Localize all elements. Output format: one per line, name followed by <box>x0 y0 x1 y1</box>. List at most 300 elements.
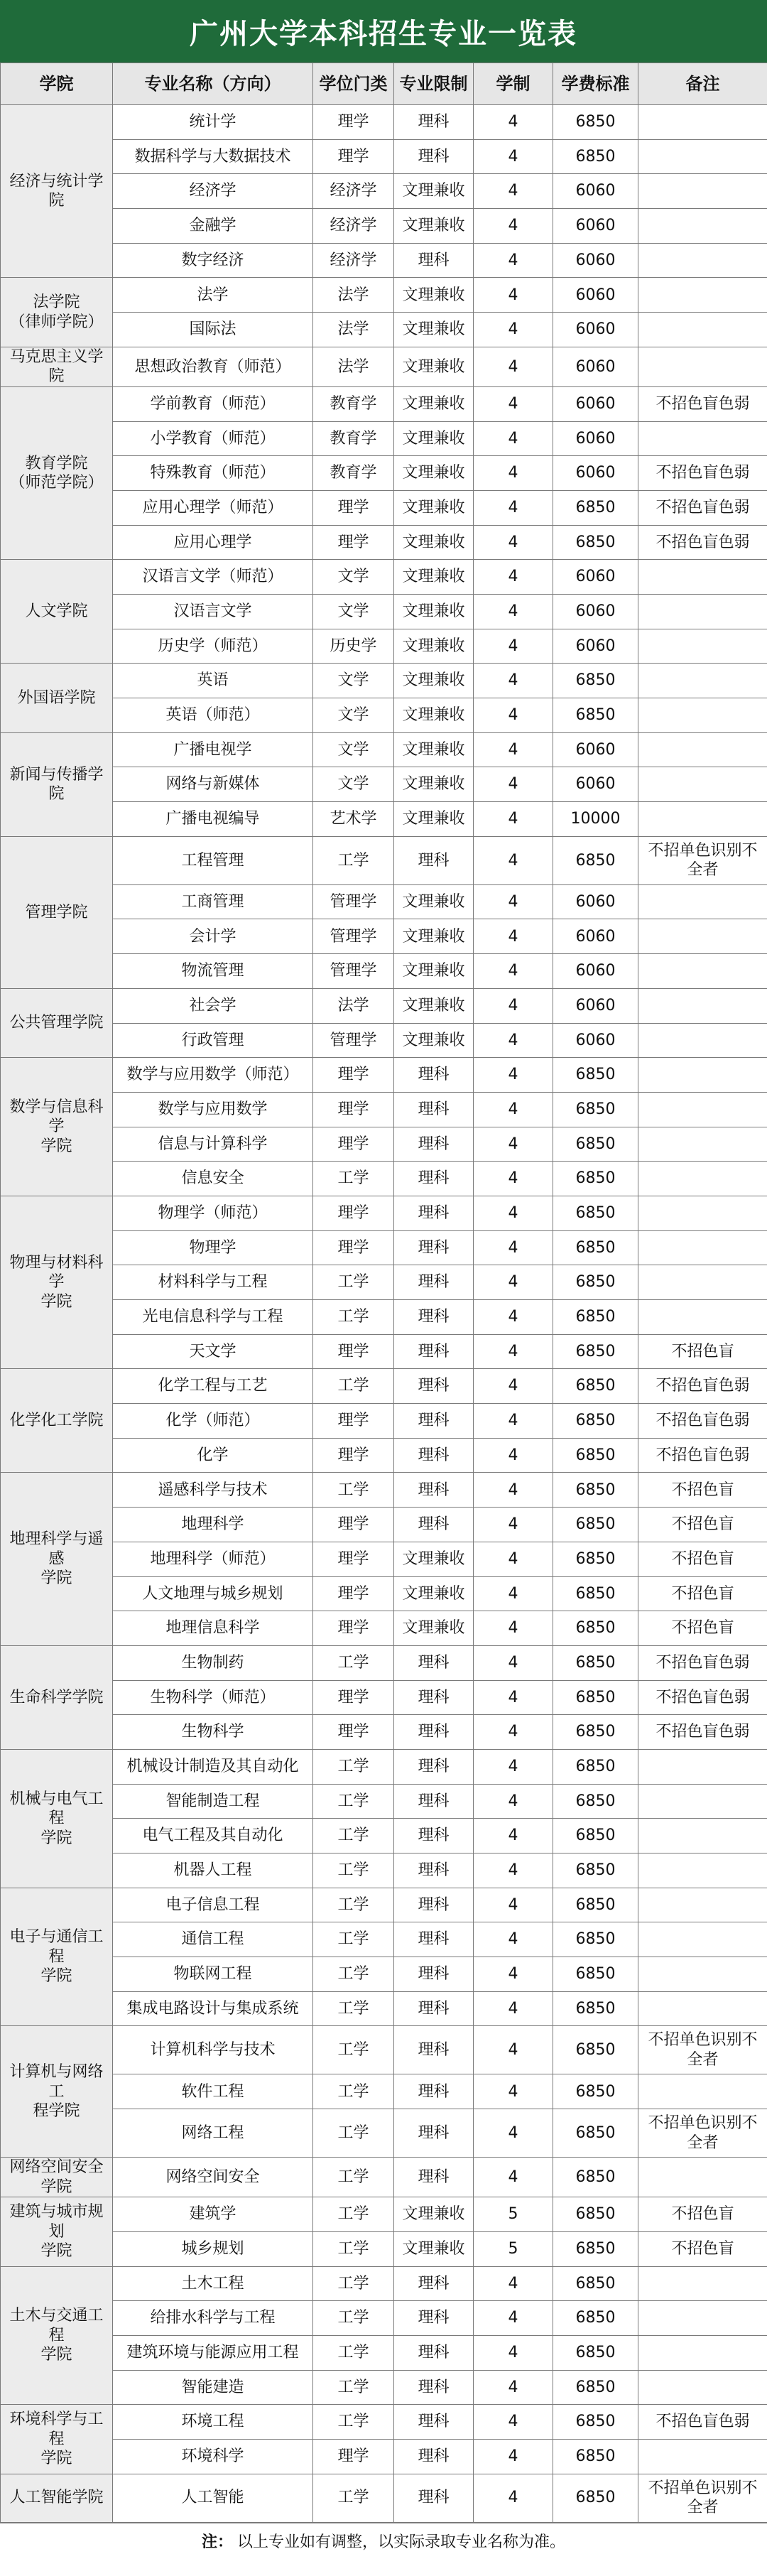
restriction-cell: 理科 <box>394 1300 474 1335</box>
degree-cell: 工学 <box>313 1749 394 1784</box>
degree-cell: 管理学 <box>313 954 394 989</box>
restriction-cell: 理科 <box>394 2370 474 2405</box>
tuition-cell: 6850 <box>553 1922 638 1957</box>
notes-cell: 不招色盲色弱 <box>638 1715 767 1750</box>
restriction-cell: 文理兼收 <box>394 767 474 802</box>
restriction-cell: 文理兼收 <box>394 884 474 919</box>
table-row <box>1 2405 767 2440</box>
college-cell: 经济与统计学院 <box>1 105 113 278</box>
table-row <box>1 2074 767 2109</box>
duration-cell: 4 <box>474 1369 553 1404</box>
restriction-cell: 理科 <box>394 1127 474 1162</box>
major-name-cell: 应用心理学 <box>113 525 313 560</box>
duration-cell: 4 <box>474 209 553 244</box>
degree-cell: 理学 <box>313 2439 394 2474</box>
restriction-cell: 文理兼收 <box>394 919 474 954</box>
major-name-cell: 土木工程 <box>113 2266 313 2301</box>
restriction-cell: 文理兼收 <box>394 594 474 629</box>
tuition-cell: 6850 <box>553 1991 638 2026</box>
degree-cell: 理学 <box>313 1404 394 1439</box>
duration-cell: 4 <box>474 2474 553 2522</box>
duration-cell: 4 <box>474 1473 553 1508</box>
major-name-cell: 计算机科学与技术 <box>113 2026 313 2074</box>
degree-cell: 理学 <box>313 525 394 560</box>
notes-cell: 不招色盲色弱 <box>638 490 767 525</box>
major-name-cell: 智能建造 <box>113 2370 313 2405</box>
table-row <box>1 1300 767 1335</box>
tuition-cell: 6850 <box>553 1784 638 1819</box>
table-row <box>1 1991 767 2026</box>
degree-cell: 理学 <box>313 1334 394 1369</box>
restriction-cell: 理科 <box>394 1991 474 2026</box>
notes-cell: 不招色盲色弱 <box>638 1404 767 1439</box>
notes-cell <box>638 1957 767 1992</box>
table-row <box>1 629 767 664</box>
notes-cell <box>638 1162 767 1196</box>
notes-cell <box>638 2158 767 2197</box>
degree-cell: 理学 <box>313 1127 394 1162</box>
degree-cell: 工学 <box>313 2370 394 2405</box>
notes-cell: 不招色盲色弱 <box>638 2405 767 2440</box>
table-row <box>1 1715 767 1750</box>
tuition-cell: 6850 <box>553 2266 638 2301</box>
restriction-cell: 文理兼收 <box>394 421 474 456</box>
degree-cell: 工学 <box>313 2266 394 2301</box>
footer-note <box>0 2523 767 2559</box>
table-row <box>1 1611 767 1646</box>
degree-cell: 工学 <box>313 1265 394 1300</box>
restriction-cell: 理科 <box>394 2109 474 2158</box>
major-name-cell: 小学教育（师范） <box>113 421 313 456</box>
tuition-cell: 6060 <box>553 209 638 244</box>
major-name-cell: 城乡规划 <box>113 2231 313 2266</box>
degree-cell: 工学 <box>313 2074 394 2109</box>
restriction-cell: 文理兼收 <box>394 386 474 421</box>
duration-cell: 4 <box>474 1611 553 1646</box>
restriction-cell: 理科 <box>394 2439 474 2474</box>
table-row <box>1 1922 767 1957</box>
major-name-cell: 集成电路设计与集成系统 <box>113 1991 313 2026</box>
degree-cell: 法学 <box>313 347 394 386</box>
duration-cell: 4 <box>474 919 553 954</box>
table-row <box>1 1542 767 1576</box>
duration-cell: 4 <box>474 1265 553 1300</box>
degree-cell: 管理学 <box>313 1023 394 1058</box>
duration-cell: 4 <box>474 1092 553 1127</box>
restriction-cell: 理科 <box>394 2266 474 2301</box>
table-row <box>1 1438 767 1473</box>
notes-cell <box>638 1265 767 1300</box>
notes-cell <box>638 988 767 1023</box>
table-row <box>1 1473 767 1508</box>
major-name-cell: 生物科学（师范） <box>113 1680 313 1715</box>
tuition-cell: 6850 <box>553 2026 638 2074</box>
restriction-cell: 文理兼收 <box>394 1611 474 1646</box>
tuition-cell: 6850 <box>553 836 638 884</box>
tuition-cell: 6060 <box>553 560 638 595</box>
duration-cell: 4 <box>474 1404 553 1439</box>
duration-cell: 4 <box>474 2109 553 2158</box>
notes-cell: 不招单色识别不全者 <box>638 836 767 884</box>
duration-cell: 4 <box>474 1023 553 1058</box>
duration-cell: 4 <box>474 988 553 1023</box>
tuition-cell: 6850 <box>553 1265 638 1300</box>
major-name-cell: 遥感科学与技术 <box>113 1473 313 1508</box>
tuition-cell: 6850 <box>553 1749 638 1784</box>
degree-cell: 工学 <box>313 1369 394 1404</box>
table-row <box>1 2109 767 2158</box>
restriction-cell: 理科 <box>394 243 474 278</box>
notes-cell: 不招色盲色弱 <box>638 1680 767 1715</box>
duration-cell: 4 <box>474 1576 553 1611</box>
major-name-cell: 化学（师范） <box>113 1404 313 1439</box>
tuition-cell: 6850 <box>553 525 638 560</box>
degree-cell: 工学 <box>313 1819 394 1853</box>
duration-cell: 5 <box>474 2197 553 2232</box>
major-name-cell: 天文学 <box>113 1334 313 1369</box>
restriction-cell: 理科 <box>394 1092 474 1127</box>
notes-cell: 不招色盲 <box>638 2231 767 2266</box>
degree-cell: 工学 <box>313 2197 394 2232</box>
degree-cell: 工学 <box>313 2474 394 2522</box>
major-name-cell: 数字经济 <box>113 243 313 278</box>
degree-cell: 理学 <box>313 1438 394 1473</box>
major-name-cell: 网络与新媒体 <box>113 767 313 802</box>
degree-cell: 理学 <box>313 1230 394 1265</box>
degree-cell: 文学 <box>313 732 394 767</box>
page-title: 广州大学本科招生专业一览表 <box>0 0 767 63</box>
restriction-cell: 文理兼收 <box>394 347 474 386</box>
duration-cell: 4 <box>474 2335 553 2370</box>
duration-cell: 4 <box>474 105 553 140</box>
table-row <box>1 1508 767 1542</box>
tuition-cell: 6850 <box>553 2301 638 2336</box>
duration-cell: 4 <box>474 629 553 664</box>
notes-cell: 不招色盲色弱 <box>638 525 767 560</box>
tuition-cell: 6060 <box>553 629 638 664</box>
college-cell: 数学与信息科学 学院 <box>1 1058 113 1196</box>
major-name-cell: 化学工程与工艺 <box>113 1369 313 1404</box>
notes-cell <box>638 732 767 767</box>
tuition-cell: 6060 <box>553 1023 638 1058</box>
notes-cell: 不招色盲 <box>638 1611 767 1646</box>
notes-cell: 不招色盲色弱 <box>638 456 767 491</box>
notes-cell <box>638 1749 767 1784</box>
header-college: 学院 <box>1 63 113 105</box>
duration-cell: 4 <box>474 1438 553 1473</box>
degree-cell: 理学 <box>313 1715 394 1750</box>
degree-cell: 文学 <box>313 594 394 629</box>
table-row <box>1 243 767 278</box>
notes-cell <box>638 802 767 837</box>
tuition-cell: 6850 <box>553 490 638 525</box>
table-row <box>1 2158 767 2197</box>
duration-cell: 4 <box>474 954 553 989</box>
table-row <box>1 2197 767 2232</box>
college-cell: 人工智能学院 <box>1 2474 113 2522</box>
restriction-cell: 理科 <box>394 1680 474 1715</box>
duration-cell: 4 <box>474 664 553 698</box>
major-name-cell: 物联网工程 <box>113 1957 313 1992</box>
degree-cell: 工学 <box>313 836 394 884</box>
duration-cell: 4 <box>474 347 553 386</box>
notes-cell <box>638 105 767 140</box>
major-name-cell: 建筑学 <box>113 2197 313 2232</box>
table-row <box>1 2335 767 2370</box>
degree-cell: 工学 <box>313 1473 394 1508</box>
restriction-cell: 理科 <box>394 1473 474 1508</box>
duration-cell: 4 <box>474 313 553 347</box>
table-row <box>1 2026 767 2074</box>
restriction-cell: 理科 <box>394 1922 474 1957</box>
college-cell: 电子与通信工程 学院 <box>1 1888 113 2026</box>
major-name-cell: 地理科学（师范） <box>113 1542 313 1576</box>
duration-cell: 4 <box>474 386 553 421</box>
table-row <box>1 698 767 733</box>
table-row <box>1 1819 767 1853</box>
notes-cell <box>638 629 767 664</box>
major-name-cell: 智能制造工程 <box>113 1784 313 1819</box>
tuition-cell: 6850 <box>553 1819 638 1853</box>
college-cell: 教育学院 （师范学院） <box>1 386 113 559</box>
major-name-cell: 工程管理 <box>113 836 313 884</box>
table-row <box>1 1784 767 1819</box>
footer-label: 注： <box>201 2533 233 2552</box>
degree-cell: 工学 <box>313 1922 394 1957</box>
duration-cell: 4 <box>474 525 553 560</box>
restriction-cell: 文理兼收 <box>394 698 474 733</box>
tuition-cell: 6060 <box>553 732 638 767</box>
degree-cell: 法学 <box>313 988 394 1023</box>
table-row <box>1 560 767 595</box>
restriction-cell: 理科 <box>394 2474 474 2522</box>
degree-cell: 理学 <box>313 1196 394 1230</box>
table-row <box>1 1196 767 1230</box>
table-row <box>1 456 767 491</box>
tuition-cell: 6850 <box>553 2335 638 2370</box>
degree-cell: 管理学 <box>313 919 394 954</box>
major-name-cell: 思想政治教育（师范） <box>113 347 313 386</box>
degree-cell: 教育学 <box>313 386 394 421</box>
major-name-cell: 地理信息科学 <box>113 1611 313 1646</box>
tuition-cell: 6850 <box>553 2109 638 2158</box>
duration-cell: 4 <box>474 2405 553 2440</box>
degree-cell: 工学 <box>313 2158 394 2197</box>
tuition-cell: 6850 <box>553 2474 638 2522</box>
tuition-cell: 6060 <box>553 421 638 456</box>
table-row <box>1 836 767 884</box>
tuition-cell: 6850 <box>553 2405 638 2440</box>
tuition-cell: 6850 <box>553 1542 638 1576</box>
table-row <box>1 209 767 244</box>
degree-cell: 工学 <box>313 1991 394 2026</box>
major-name-cell: 软件工程 <box>113 2074 313 2109</box>
duration-cell: 4 <box>474 802 553 837</box>
restriction-cell: 理科 <box>394 1749 474 1784</box>
restriction-cell: 理科 <box>394 1438 474 1473</box>
tuition-cell: 6060 <box>553 594 638 629</box>
table-body <box>1 105 767 2523</box>
tuition-cell: 6850 <box>553 1438 638 1473</box>
notes-cell <box>638 698 767 733</box>
tuition-cell: 6850 <box>553 1196 638 1230</box>
restriction-cell: 文理兼收 <box>394 560 474 595</box>
table-row <box>1 1749 767 1784</box>
notes-cell <box>638 767 767 802</box>
notes-cell <box>638 2335 767 2370</box>
table-row <box>1 2266 767 2301</box>
college-cell: 物理与材料科学 学院 <box>1 1196 113 1368</box>
college-cell: 化学化工学院 <box>1 1369 113 1473</box>
table-row <box>1 278 767 313</box>
degree-cell: 工学 <box>313 1853 394 1888</box>
table-row <box>1 1680 767 1715</box>
table-row <box>1 1092 767 1127</box>
restriction-cell: 理科 <box>394 2026 474 2074</box>
tuition-cell: 6850 <box>553 664 638 698</box>
college-cell: 土木与交通工程 学院 <box>1 2266 113 2405</box>
tuition-cell: 6850 <box>553 1576 638 1611</box>
college-cell: 管理学院 <box>1 836 113 988</box>
table-row <box>1 1404 767 1439</box>
major-name-cell: 英语 <box>113 664 313 698</box>
table-row <box>1 2439 767 2474</box>
restriction-cell: 文理兼收 <box>394 525 474 560</box>
table-row <box>1 1162 767 1196</box>
tuition-cell: 6850 <box>553 1853 638 1888</box>
table-row <box>1 732 767 767</box>
major-name-cell: 人工智能 <box>113 2474 313 2522</box>
tuition-cell: 6850 <box>553 2197 638 2232</box>
notes-cell: 不招色盲 <box>638 1508 767 1542</box>
header-degree: 学位门类 <box>313 63 394 105</box>
major-name-cell: 人文地理与城乡规划 <box>113 1576 313 1611</box>
notes-cell: 不招色盲色弱 <box>638 1369 767 1404</box>
notes-cell <box>638 2301 767 2336</box>
majors-table <box>0 63 767 2523</box>
tuition-cell: 10000 <box>553 802 638 837</box>
notes-cell <box>638 2266 767 2301</box>
tuition-cell: 6850 <box>553 2074 638 2109</box>
college-cell: 建筑与城市规划 学院 <box>1 2197 113 2266</box>
notes-cell: 不招色盲 <box>638 1576 767 1611</box>
restriction-cell: 理科 <box>394 2301 474 2336</box>
degree-cell: 理学 <box>313 1680 394 1715</box>
tuition-cell: 6850 <box>553 1645 638 1680</box>
restriction-cell: 理科 <box>394 836 474 884</box>
notes-cell <box>638 278 767 313</box>
restriction-cell: 文理兼收 <box>394 313 474 347</box>
table-row <box>1 1957 767 1992</box>
notes-cell <box>638 174 767 209</box>
tuition-cell: 6060 <box>553 347 638 386</box>
table-row <box>1 174 767 209</box>
tuition-cell: 6850 <box>553 2370 638 2405</box>
major-name-cell: 通信工程 <box>113 1922 313 1957</box>
notes-cell: 不招色盲 <box>638 1334 767 1369</box>
major-name-cell: 材料科学与工程 <box>113 1265 313 1300</box>
degree-cell: 工学 <box>313 2405 394 2440</box>
restriction-cell: 理科 <box>394 1162 474 1196</box>
duration-cell: 4 <box>474 1957 553 1992</box>
notes-cell <box>638 421 767 456</box>
notes-cell <box>638 919 767 954</box>
college-cell: 地理科学与遥感 学院 <box>1 1473 113 1645</box>
restriction-cell: 理科 <box>394 1508 474 1542</box>
restriction-cell: 理科 <box>394 1058 474 1093</box>
table-row <box>1 490 767 525</box>
notes-cell <box>638 954 767 989</box>
degree-cell: 文学 <box>313 698 394 733</box>
tuition-cell: 6060 <box>553 919 638 954</box>
notes-cell <box>638 1092 767 1127</box>
notes-cell <box>638 1853 767 1888</box>
degree-cell: 工学 <box>313 1957 394 1992</box>
table-row <box>1 313 767 347</box>
restriction-cell: 理科 <box>394 1369 474 1404</box>
degree-cell: 工学 <box>313 1162 394 1196</box>
tuition-cell: 6850 <box>553 1611 638 1646</box>
college-cell: 生命科学学院 <box>1 1645 113 1749</box>
header-notes: 备注 <box>638 63 767 105</box>
college-cell: 网络空间安全 学院 <box>1 2158 113 2197</box>
header-major: 专业名称（方向） <box>113 63 313 105</box>
restriction-cell: 理科 <box>394 1645 474 1680</box>
notes-cell: 不招色盲色弱 <box>638 1438 767 1473</box>
major-name-cell: 信息与计算科学 <box>113 1127 313 1162</box>
major-name-cell: 广播电视编导 <box>113 802 313 837</box>
notes-cell: 不招色盲 <box>638 2197 767 2232</box>
table-row <box>1 767 767 802</box>
degree-cell: 经济学 <box>313 209 394 244</box>
tuition-cell: 6850 <box>553 1300 638 1335</box>
duration-cell: 4 <box>474 698 553 733</box>
major-name-cell: 工商管理 <box>113 884 313 919</box>
notes-cell <box>638 1888 767 1922</box>
table-row <box>1 988 767 1023</box>
duration-cell: 4 <box>474 1991 553 2026</box>
table-row <box>1 802 767 837</box>
tuition-cell: 6850 <box>553 1404 638 1439</box>
duration-cell: 4 <box>474 1749 553 1784</box>
tuition-cell: 6060 <box>553 988 638 1023</box>
table-row <box>1 1853 767 1888</box>
header-tuition: 学费标准 <box>553 63 638 105</box>
tuition-cell: 6850 <box>553 1680 638 1715</box>
degree-cell: 工学 <box>313 1888 394 1922</box>
restriction-cell: 理科 <box>394 1888 474 1922</box>
duration-cell: 4 <box>474 560 553 595</box>
tuition-cell: 6850 <box>553 105 638 140</box>
table-row <box>1 1230 767 1265</box>
duration-cell: 4 <box>474 1645 553 1680</box>
table-row <box>1 1265 767 1300</box>
restriction-cell: 理科 <box>394 1819 474 1853</box>
tuition-cell: 6850 <box>553 1473 638 1508</box>
restriction-cell: 文理兼收 <box>394 278 474 313</box>
notes-cell: 不招色盲色弱 <box>638 386 767 421</box>
major-name-cell: 网络工程 <box>113 2109 313 2158</box>
tuition-cell: 6060 <box>553 456 638 491</box>
table-row <box>1 347 767 386</box>
notes-cell <box>638 2370 767 2405</box>
notes-cell <box>638 884 767 919</box>
tuition-cell: 6850 <box>553 2158 638 2197</box>
restriction-cell: 理科 <box>394 2074 474 2109</box>
restriction-cell: 理科 <box>394 2335 474 2370</box>
major-name-cell: 物流管理 <box>113 954 313 989</box>
notes-cell <box>638 313 767 347</box>
